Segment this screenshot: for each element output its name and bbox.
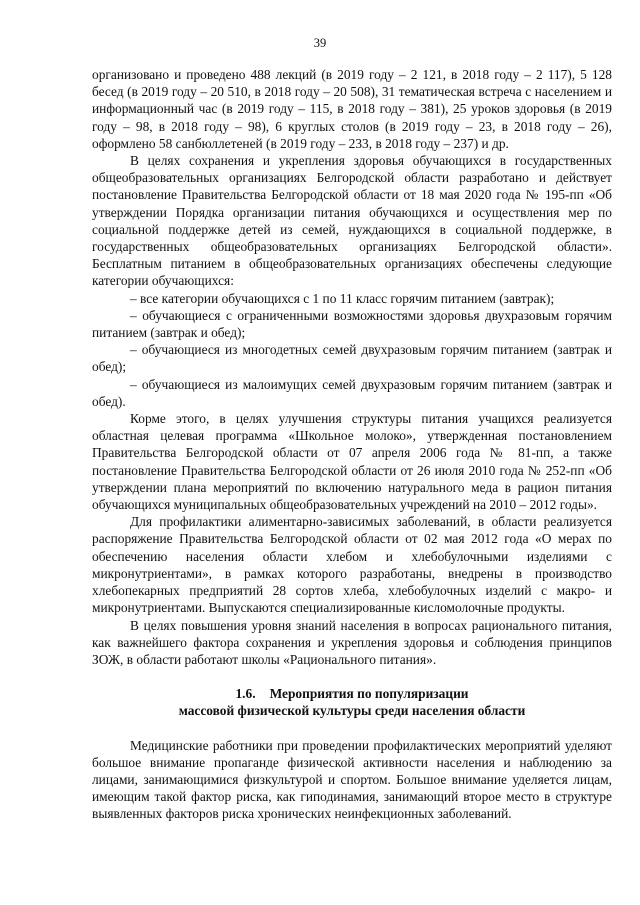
section-title-line2: массовой физической культуры среди населения области bbox=[178, 703, 526, 719]
paragraph-nutrition-schools: В целях повышения уровня знаний населения в вопросах рационального питания, как важнейшего фактора сохранения и укрепления здоровья и соблюдения принципов ЗОЖ, в области работают школы «Рационального питания». bbox=[92, 617, 612, 667]
paragraph-lectures: организовано и проведено 488 лекций (в 2019 году – 2 121, в 2018 году – 2 117), 5 128 бесед (в 2019 году – 20 510, в 2018 году – 20 508), 31 тематическая встреча с населением и информационный час (в 2019 году – 115, в 2018 году – 381), 25 уроков здоровья (в 2019 году – 98, в 2018 году – 98), 6 круглых столов (в 2019 году – 23, в 2018 году – 26), оформлено 58 санбюллетеней (в 2019 году – 233, в 2018 году – 237) и др. bbox=[92, 67, 612, 151]
list-item-all-categories: – все категории обучающихся с 1 по 11 класс горячим питанием (завтрак); bbox=[130, 290, 555, 306]
paragraph-micronutrients: Для профилактики алиментарно-зависимых заболеваний, в области реализуется распоряжение Правительства Белгородской области от 02 мая 2012 года «О мерах по обеспечению населения области хлебом и хлебобулочными изделиями с микронутриентами», в рамках которого разработаны, внедрены в производство хлебопекарных предприятий 28 сортов хлеба, хлебобулочных изделий с макро- и микронутриентами. Выпускаются специализированные кисломолочные продукты. bbox=[92, 514, 612, 616]
list-item-low-income: – обучающиеся из малоимущих семей двухразовым горячим питанием (завтрак и обед). bbox=[92, 376, 612, 409]
section-title-line1: Мероприятия по популяризации bbox=[269, 686, 469, 702]
section-number: 1.6. bbox=[235, 686, 256, 702]
list-item-disabled: – обучающиеся с ограниченными возможностями здоровья двухразовым горячим питанием (завтрак и обед); bbox=[92, 307, 612, 341]
section-heading-line1 bbox=[92, 685, 612, 702]
list-item-large-families: – обучающиеся из многодетных семей двухразовым горячим питанием (завтрак и обед); bbox=[92, 342, 612, 375]
paragraph-school-milk: Корме этого, в целях улучшения структуры питания учащихся реализуется областная целевая программа «Школьное молоко», утвержденная постановлением Правительства Белгородской области от 07 апреля 2006 года № 81-пп, а также постановление Правительства Белгородской области от 26 июля 2010 года № 252-пп «Об утверждении плана мероприятий по включению натурального меда в рацион питания обучающихся муниципальных общеобразовательных учреждений на 2010 – 2012 годы». bbox=[92, 411, 612, 513]
page-number: 39 bbox=[313, 36, 327, 50]
paragraph-physical-activity: Медицинские работники при проведении профилактических мероприятий уделяют большое внимание пропаганде физической активности населения и наблюдению за лицами, занимающимися физкультурой и спортом. Большое внимание уделяется лицам, имеющим такой фактор риска, как гиподинамия, занимающий второе место в структуре выявленных факторов риска хронических неинфекционных заболеваний. bbox=[92, 737, 612, 822]
paragraph-nutrition-decree: В целях сохранения и укрепления здоровья обучающихся в государственных общеобразовательных организациях Белгородской области разработано и действует постановление Правительства Белгородской области от 18 мая 2020 года № 195-пп «Об утверждении Порядка организации питания обучающихся и осуществления мер по социальной поддержке детей из семей, нуждающихся в социальной поддержке, в государственных общеобразовательных организациях Белгородской области». Бесплатным питанием в общеобразовательных организациях обеспечены следующие категории обучающихся: bbox=[92, 153, 612, 289]
section-heading bbox=[92, 685, 612, 719]
document-body bbox=[92, 66, 612, 823]
